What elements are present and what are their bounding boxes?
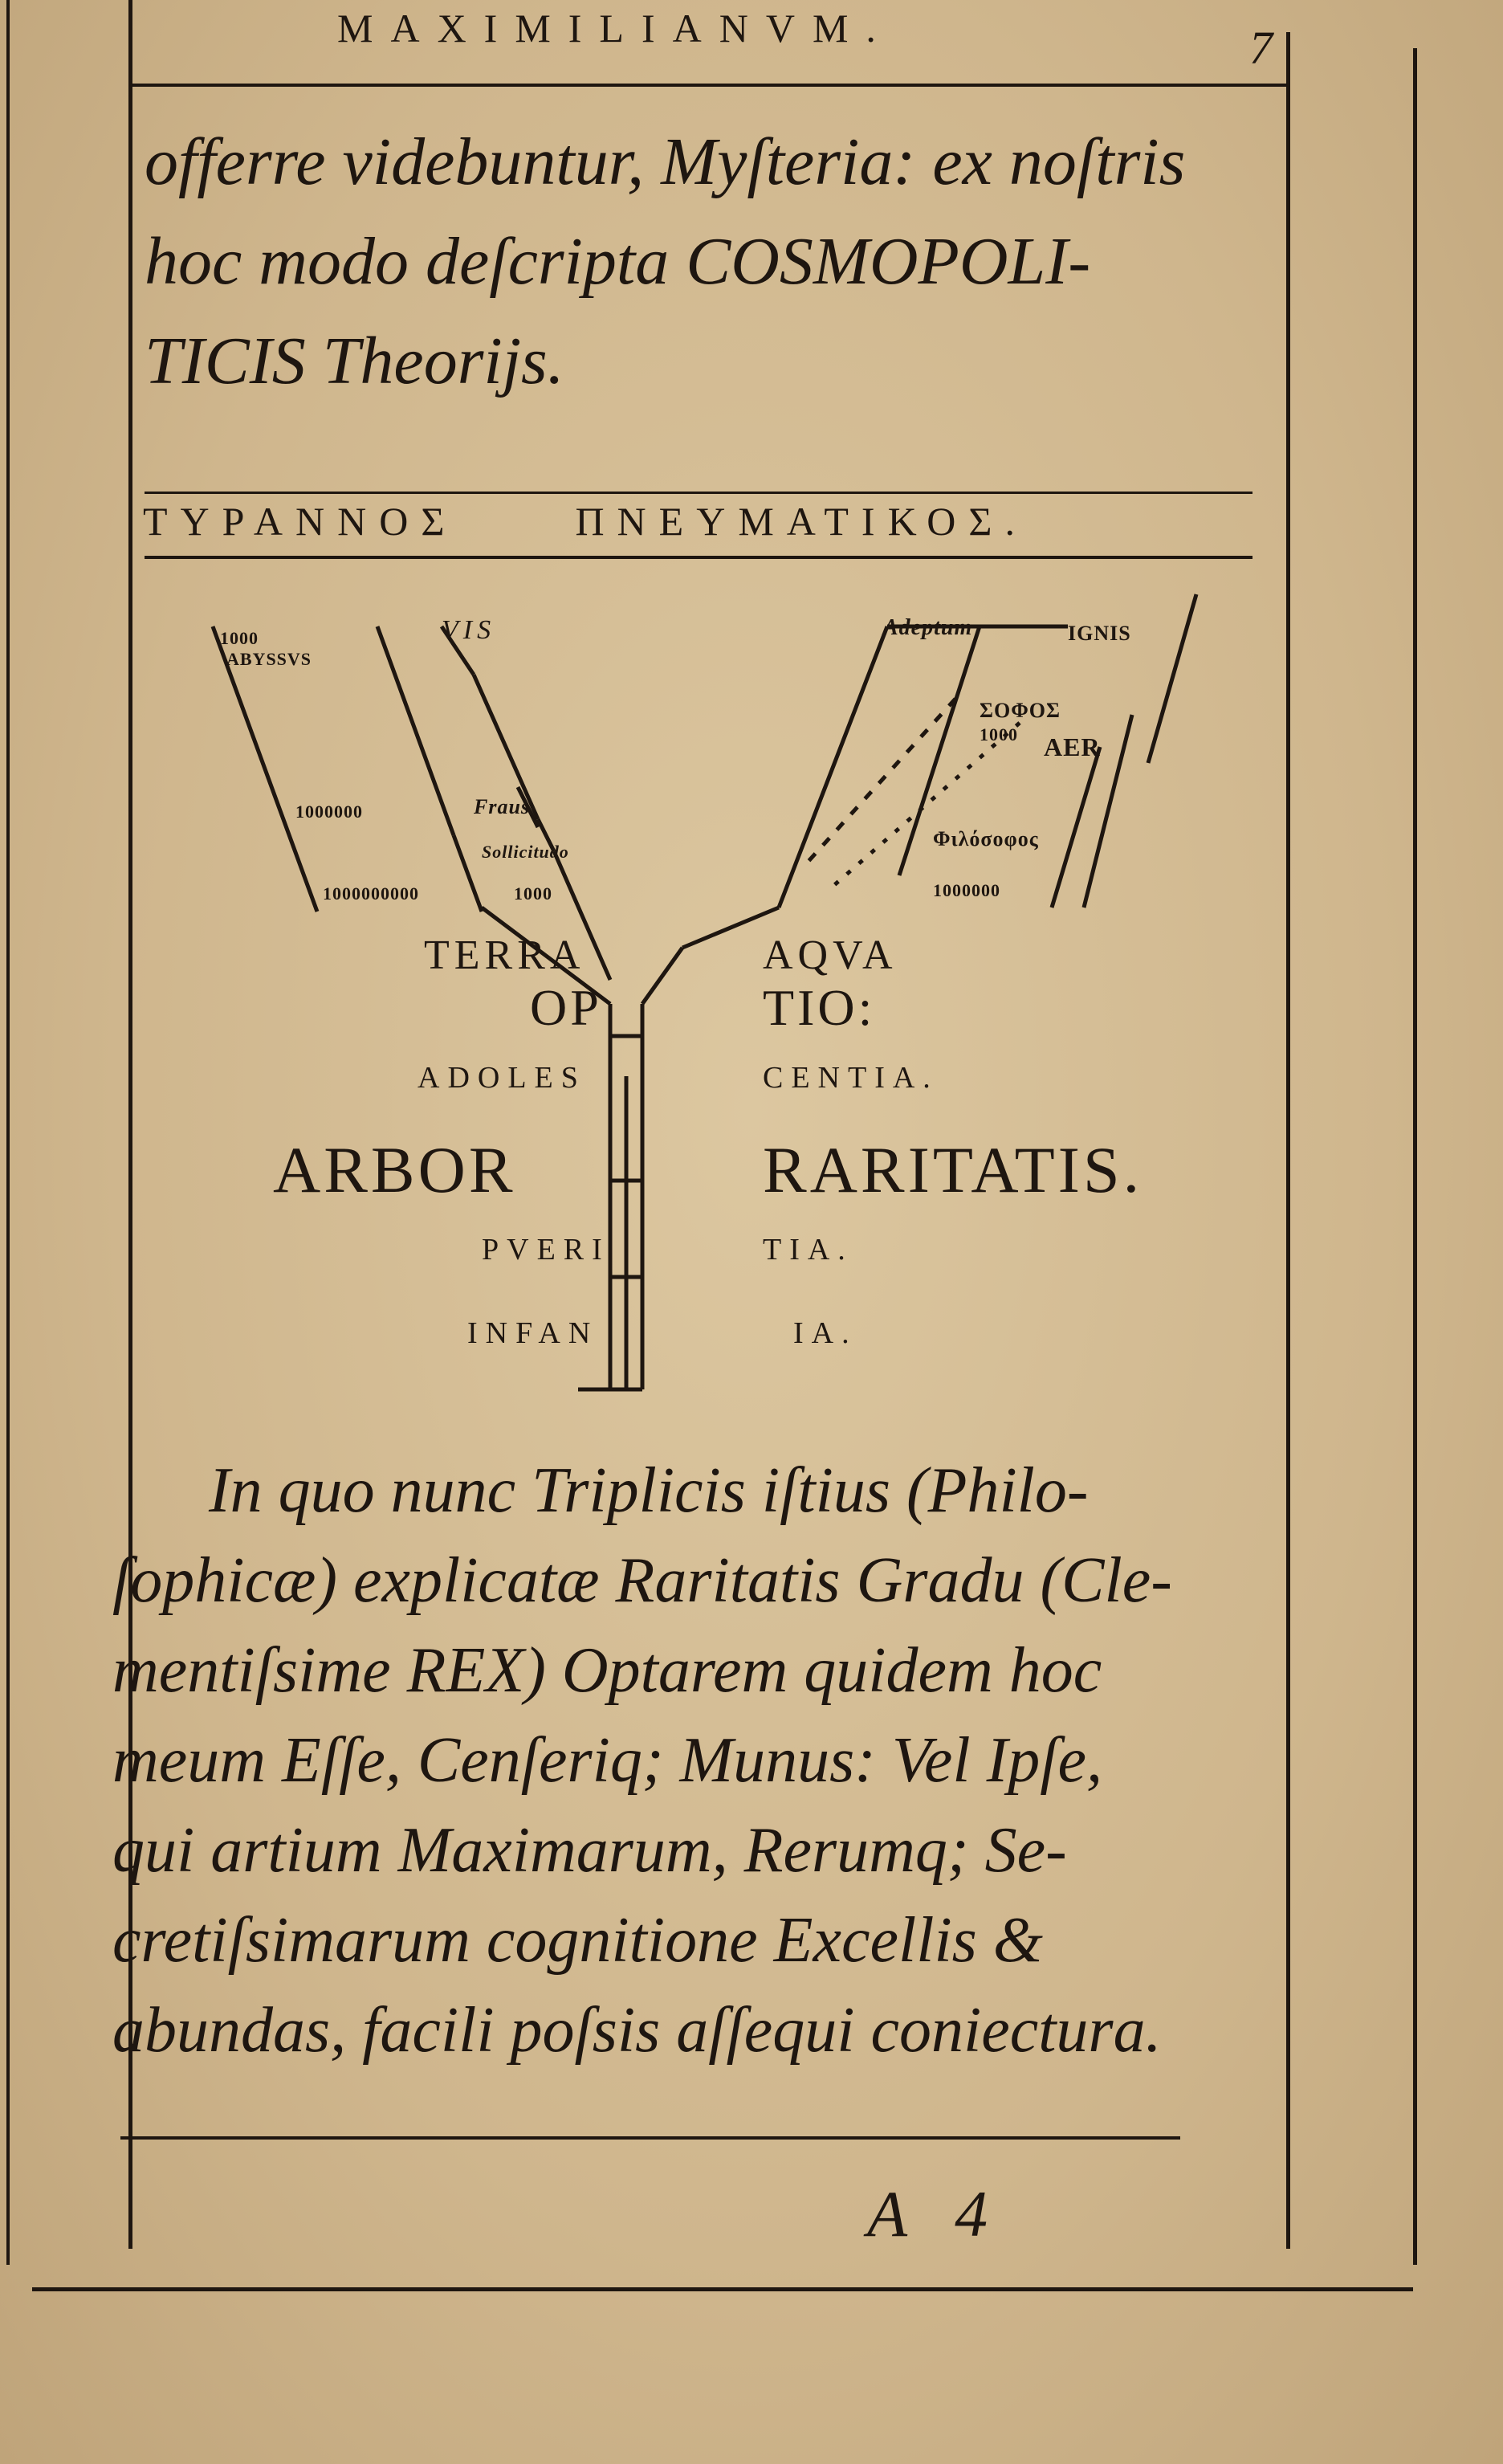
label-op: OP xyxy=(530,979,602,1036)
pythagorean-y-diagram xyxy=(136,554,1293,1405)
label-adoles: ADOLES xyxy=(418,1061,586,1095)
opening-line: TICIS Theorijs. xyxy=(145,324,564,398)
bottom-rule xyxy=(32,2287,1413,2291)
closing-line: meum Eſſe, Cenſeriq; Munus: Vel Ipſe, xyxy=(112,1725,1103,1796)
label-arbor: ARBOR xyxy=(273,1133,516,1206)
closing-paragraph xyxy=(112,1446,1252,2075)
closing-line: qui artium Maximarum, Rerumq; Se- xyxy=(112,1815,1067,1886)
label-ignis: IGNIS xyxy=(1068,622,1131,645)
signature-mark: A 4 xyxy=(867,2177,1004,2250)
outer-rule-left xyxy=(6,0,10,2265)
closing-line: cretiſsimarum cognitione Excellis & xyxy=(112,1905,1044,1976)
closing-line: In quo nunc Triplicis iſtius (Philo- xyxy=(209,1455,1089,1526)
figure-heading-left: ΤΥΡΑΝΝΟΣ xyxy=(143,499,458,544)
label-1000-right: 1000 xyxy=(980,724,1018,745)
figure-top-rule xyxy=(145,492,1252,494)
page-number: 7 xyxy=(1249,22,1273,74)
label-infan: INFAN xyxy=(467,1316,599,1350)
figure-heading xyxy=(143,498,1283,545)
label-terra: TERRA xyxy=(424,932,585,978)
label-tio: TIO: xyxy=(763,979,876,1036)
closing-line: ſophicæ) explicatæ Raritatis Gradu (Cle- xyxy=(112,1545,1172,1616)
label-1000000000: 1000000000 xyxy=(323,883,419,904)
opening-line: hoc modo deſcripta COSMOPOLI- xyxy=(145,224,1091,299)
y-diagram-lines xyxy=(136,554,1293,1405)
label-tia: TIA. xyxy=(763,1233,853,1267)
label-raritatis: RARITATIS. xyxy=(763,1133,1143,1206)
opening-line: offerre videbuntur, Myſteria: ex noſtris xyxy=(145,124,1186,199)
closing-line: abundas, facili poſsis aſſequi coniectura. xyxy=(112,1995,1162,2066)
closing-rule xyxy=(120,2136,1180,2140)
label-adeptum: Adeptum xyxy=(883,615,973,640)
label-1000000: 1000000 xyxy=(295,802,363,822)
label-aer: AER xyxy=(1044,732,1101,761)
opening-paragraph xyxy=(145,112,1293,411)
label-abyssus: ABYSSVS xyxy=(226,649,312,669)
label-vis: VIS xyxy=(442,615,496,645)
outer-rule-right xyxy=(1413,48,1417,2265)
label-philosophos: Φιλόσοφος xyxy=(933,827,1039,851)
header-rule xyxy=(132,84,1289,87)
label-pveri: PVERI xyxy=(482,1233,610,1267)
label-1000000-right: 1000000 xyxy=(933,880,1000,900)
label-1000-top-left: 1000 xyxy=(220,628,259,648)
label-sophos: ΣΟΦΟΣ xyxy=(980,699,1061,722)
label-aqva: AQVA xyxy=(763,932,898,978)
running-head: MAXIMILIANVM. xyxy=(337,6,894,51)
label-fraus: Fraus xyxy=(474,795,531,818)
figure-heading-right: ΠΝΕΥΜΑΤΙΚΟΣ. xyxy=(575,499,1028,544)
label-ia: IA. xyxy=(793,1316,857,1350)
label-centia: CENTIA. xyxy=(763,1061,939,1095)
closing-line: mentiſsime REX) Optarem quidem hoc xyxy=(112,1635,1102,1706)
label-sollicitudo: Sollicitudo xyxy=(482,842,569,862)
label-1000-bottom-left: 1000 xyxy=(514,883,552,904)
